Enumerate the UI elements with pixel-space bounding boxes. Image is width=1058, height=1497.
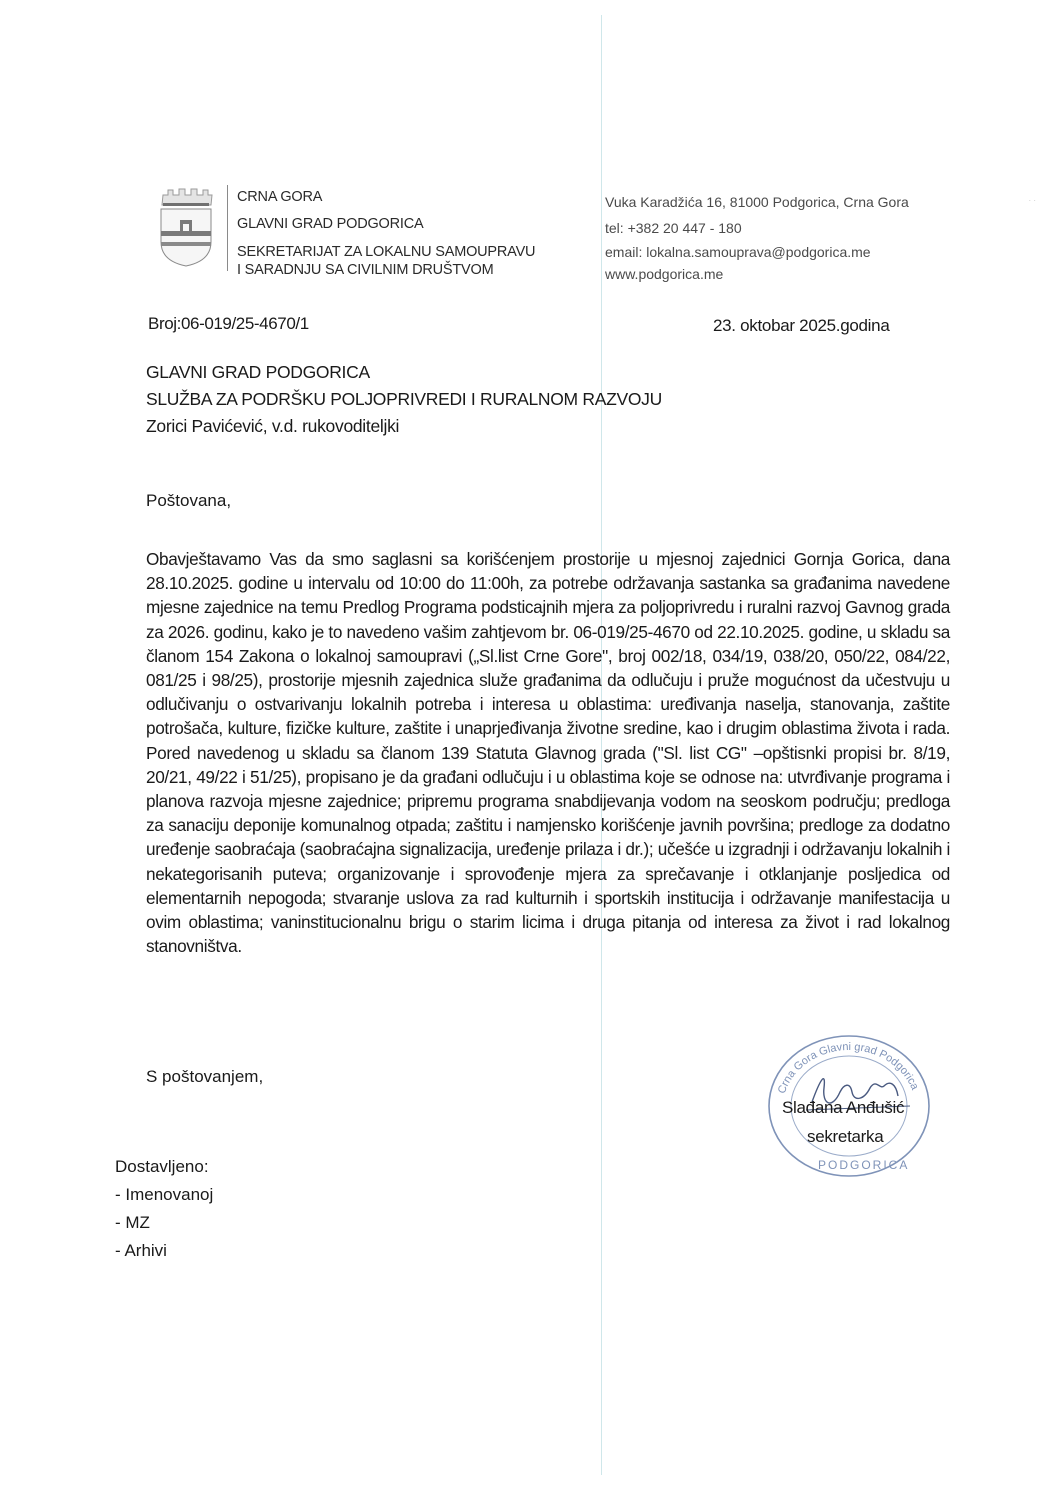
signatory-name: Slađana Anđušić xyxy=(782,1098,905,1117)
closing-line: S poštovanjem, xyxy=(146,1067,264,1086)
distribution-list xyxy=(115,1153,213,1265)
svg-text:PODGORICA: PODGORICA xyxy=(818,1158,910,1172)
issuer-department: SEKRETARIJAT ZA LOKALNU SAMOUPRAVU xyxy=(237,244,536,260)
salutation: Poštovana, xyxy=(146,491,232,510)
coat-of-arms-icon xyxy=(158,187,214,267)
recipient-service: SLUŽBA ZA PODRŠKU POLJOPRIVREDI I RURALNOM RAZVOJU xyxy=(146,389,662,409)
distribution-label: Dostavljeno: xyxy=(115,1157,209,1176)
issuer-country: CRNA GORA xyxy=(237,189,323,205)
issuer-city: GLAVNI GRAD PODGORICA xyxy=(237,216,424,232)
distribution-item: - Imenovanoj xyxy=(115,1185,214,1204)
contact-address: Vuka Karadžića 16, 81000 Podgorica, Crna Gora xyxy=(605,194,909,210)
document-date: 23. oktobar 2025.godina xyxy=(713,316,890,335)
contact-website[interactable]: www.podgorica.me xyxy=(605,266,724,282)
recipient-org: GLAVNI GRAD PODGORICA xyxy=(146,362,370,382)
issuer-department-cont: I SARADNJU SA CIVILNIM DRUŠTVOM xyxy=(237,262,494,278)
header-divider xyxy=(227,185,228,271)
signatory-title: sekretarka xyxy=(807,1127,884,1146)
distribution-item: - Arhivi xyxy=(115,1241,167,1260)
recipient-person: Zorici Pavićević, v.d. rukovoditeljki xyxy=(146,416,400,436)
distribution-item: - MZ xyxy=(115,1213,150,1232)
reference-number: Broj:06-019/25-4670/1 xyxy=(148,314,309,333)
contact-phone: tel: +382 20 447 - 180 xyxy=(605,220,742,236)
letter-body: Obavještavamo Vas da smo saglasni sa korišćenjem prostorije u mjesnoj zajednici Gornja Gorica, dana 28.10.2025. godine u intervalu od 10:00 do 11:00h, za potrebe održavanja sastanka sa građanima navedene mjesne zajednice na temu Predlog Programa podsticajnih mjera za poljoprivredu i ruralni razvoj Gavnog grada za 2026. godinu, kako je to navedeno vašim zahtjevom br. 06-019/25-4670 od 22.10.2025. godine, u skladu sa članom 154 Zakona o lokalnoj samoupravi („Sl.list Crne Gore", broj 002/18, 034/19, 038/20, 050/22, 084/22, 081/25 i 98/25), prostorije mjesnih zajednica služe građanima da odlučuju i pruže mogućnost da učestvuju u odlučivanju o ostvarivanju lokalnih potreba i interesa u oblastima: uređivanja naselja, stanovanja, zaštite potrošača, kulture, fizičke kulture, zaštite i unaprjeđivanja životne sredine, kao i drugim oblastima života i rada. Pored navedenog u skladu sa članom 139 Statuta Glavnog grada ("Sl. list CG" –opštisnki propisi br. 8/19, 20/21, 49/22 i 51/25), propisano je da građani odlučuju i u oblastima koje se odnose na: utvrđivanje programa i planova razvoja mjesne zajednice; pripremu programa snabdijevanja vodom na seoskom području; predloga za sanaciju deponije komunalnog otpada; zaštitu i namjensko korišćenje javnih površina; predloge za dodatno uređenje saobraćaja (saobraćajna signalizacija, uređenje prilaza i dr.); učešće u izgradnji i održavanju lokalnih i nekategorisanih puteva; organizovanje i sprovođenje mjera za sprečavanje i otklanjanje posljedica od elementarnih nepogoda; stvaranje uslova za rad kulturnih i sportskih institucija i održavanje manifestacija u ovim oblastima; vaninstitucionalnu brigu o starim licima i druga pitanja od interesa za život i rad lokalnog stanovništva. xyxy=(146,549,950,957)
contact-email[interactable]: email: lokalna.samouprava@podgorica.me xyxy=(605,244,871,260)
svg-text:Crna Gora Glavni grad Podgoric: Crna Gora Glavni grad Podgorica xyxy=(775,1040,921,1096)
scan-speck: · · xyxy=(1028,196,1036,205)
